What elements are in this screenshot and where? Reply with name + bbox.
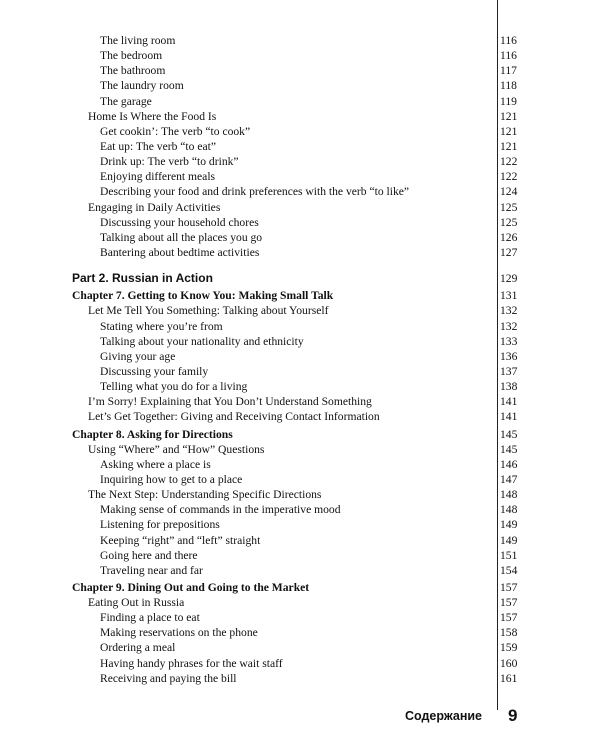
- toc-entry-page: 116: [500, 49, 517, 63]
- toc-entry-page: 149: [500, 533, 518, 547]
- footer-page-number: 9: [508, 706, 518, 725]
- toc-entry-title: The garage: [100, 94, 152, 108]
- toc-entry: [0, 442, 600, 457]
- toc-entry-title: Chapter 9. Dining Out and Going to the Market: [72, 580, 310, 594]
- toc-entry-title: Giving your age: [100, 349, 176, 363]
- toc-entry-title: The bathroom: [100, 64, 166, 78]
- toc-entry-title: Inquiring how to get to a place: [100, 472, 243, 486]
- toc-entry: [0, 394, 600, 409]
- toc-entry-title: Discussing your family: [100, 364, 209, 378]
- toc-entry-title: Describing your food and drink preferences with the verb “to like”: [100, 185, 410, 199]
- toc-entry: [0, 548, 600, 563]
- toc-entry-page: 154: [500, 563, 518, 577]
- toc-entry-title: Discussing your household chores: [100, 215, 259, 229]
- toc-entry-page: 122: [500, 155, 518, 169]
- toc-entry-page: 145: [500, 427, 518, 441]
- toc-entry-title: Get cookin’: The verb “to cook”: [100, 124, 251, 138]
- toc-entry-title: Listening for prepositions: [100, 518, 220, 532]
- toc-entry: [0, 124, 600, 139]
- toc-entry-page: 148: [500, 488, 518, 502]
- toc-entry-title: The Next Step: Understanding Specific Directions: [88, 488, 322, 502]
- toc-entry: [0, 139, 600, 154]
- toc-entry-page: 125: [500, 215, 518, 229]
- toc-entry: [0, 625, 600, 640]
- page-footer: [0, 706, 600, 730]
- toc-entry-page: 132: [500, 304, 518, 318]
- toc-entry: [0, 457, 600, 472]
- toc-entry: [0, 379, 600, 394]
- toc-entry: [0, 502, 600, 517]
- toc-entry-title: Let Me Tell You Something: Talking about Yourself: [88, 304, 329, 318]
- toc-entry-title: Enjoying different meals: [100, 170, 216, 184]
- toc-entry-title: The laundry room: [100, 79, 184, 93]
- toc-entry-page: 141: [500, 410, 518, 424]
- toc-entry-title: Going here and there: [100, 548, 198, 562]
- toc-entry-page: 157: [500, 611, 518, 625]
- toc-entry: [0, 48, 600, 63]
- toc-entry-page: 119: [500, 94, 517, 108]
- toc-entry-title: Ordering a meal: [100, 641, 176, 655]
- toc-entry-title: Telling what you do for a living: [100, 380, 248, 394]
- toc-entry-page: 129: [500, 272, 518, 286]
- toc-entry-page: 159: [500, 641, 518, 655]
- toc-entry: [0, 200, 600, 215]
- toc-entry-page: 158: [500, 626, 518, 640]
- toc-entry-page: 127: [500, 245, 518, 259]
- toc-entry-page: 138: [500, 380, 518, 394]
- toc-entry: [0, 230, 600, 245]
- toc-entry-page: 160: [500, 656, 518, 670]
- toc-entry-page: 148: [500, 503, 518, 517]
- toc-entry-title: Finding a place to eat: [100, 611, 200, 625]
- toc-entry-title: Chapter 7. Getting to Know You: Making Small Talk: [72, 289, 334, 303]
- toc-entry-page: 151: [500, 548, 518, 562]
- toc-entry: [0, 409, 600, 424]
- toc-entry: [0, 656, 600, 671]
- toc-entry: [0, 94, 600, 109]
- toc-entry-page: 149: [500, 518, 518, 532]
- toc-entry-title: Traveling near and far: [100, 563, 203, 577]
- toc-entry-title: Asking where a place is: [100, 457, 211, 471]
- toc-entry: [0, 427, 600, 442]
- toc-entry-page: 147: [500, 472, 518, 486]
- toc-entry-page: 121: [500, 109, 518, 123]
- toc-entry: [0, 303, 600, 318]
- toc-entry-title: Keeping “right” and “left” straight: [100, 533, 261, 547]
- toc-entry: [0, 288, 600, 303]
- toc-entry-page: 157: [500, 596, 518, 610]
- toc-entry: [0, 671, 600, 686]
- toc-entry-page: 118: [500, 79, 517, 93]
- toc-entry-title: Home Is Where the Food Is: [88, 109, 217, 123]
- toc-entry-title: Talking about all the places you go: [100, 230, 263, 244]
- toc-entry-title: The living room: [100, 34, 176, 47]
- toc-entry: [0, 245, 600, 260]
- toc-entry: [0, 78, 600, 93]
- toc-entry: [0, 533, 600, 548]
- footer-section-label: Содержание: [405, 709, 483, 723]
- toc-entry: [0, 517, 600, 532]
- toc-entry: [0, 33, 600, 48]
- toc-entry-title: Making reservations on the phone: [100, 626, 258, 640]
- toc-entry-page: 117: [500, 64, 517, 78]
- toc-entry-page: 131: [500, 289, 518, 303]
- toc-entry-page: 161: [500, 671, 518, 685]
- toc-entry-page: 125: [500, 200, 518, 214]
- toc-entry: [0, 63, 600, 78]
- toc-entry: [0, 154, 600, 169]
- toc-entry-page: 122: [500, 170, 518, 184]
- toc-entry: [0, 487, 600, 502]
- toc-entry-title: Chapter 8. Asking for Directions: [72, 427, 233, 441]
- toc-entry-page: 136: [500, 349, 518, 363]
- toc-entry-title: The bedroom: [100, 49, 163, 63]
- toc-entry-title: Using “Where” and “How” Questions: [88, 442, 265, 456]
- toc-entry-page: 145: [500, 442, 518, 456]
- toc-entry: [0, 610, 600, 625]
- toc-entry-title: Receiving and paying the bill: [100, 671, 237, 685]
- toc-entry-title: Stating where you’re from: [100, 319, 223, 333]
- toc-entry: [0, 271, 600, 286]
- toc-entry: [0, 184, 600, 199]
- toc-entry-title: Part 2. Russian in Action: [72, 271, 213, 286]
- toc-entry: [0, 640, 600, 655]
- toc-entry-page: 157: [500, 580, 518, 594]
- toc-entry-title: Talking about your nationality and ethnicity: [100, 334, 304, 348]
- toc-entry-page: 137: [500, 364, 518, 378]
- toc-entry-page: 121: [500, 124, 518, 138]
- toc-entry-title: Making sense of commands in the imperative mood: [100, 503, 341, 517]
- toc-entry-title: Let’s Get Together: Giving and Receiving Contact Information: [88, 410, 380, 424]
- toc-entry-page: 124: [500, 185, 518, 199]
- toc-entry-page: 146: [500, 457, 518, 471]
- toc-entry: [0, 169, 600, 184]
- toc-entry-title: Eating Out in Russia: [88, 596, 185, 610]
- toc-entry: [0, 364, 600, 379]
- toc-entry: [0, 349, 600, 364]
- table-of-contents: [0, 33, 600, 686]
- toc-entry: [0, 580, 600, 595]
- toc-entry: [0, 334, 600, 349]
- toc-entry-page: 116: [500, 34, 517, 47]
- toc-entry: [0, 215, 600, 230]
- toc-entry-title: Drink up: The verb “to drink”: [100, 155, 239, 169]
- toc-entry-title: Engaging in Daily Activities: [88, 200, 221, 214]
- toc-entry: [0, 563, 600, 578]
- toc-entry-page: 132: [500, 319, 518, 333]
- toc-entry-page: 126: [500, 230, 518, 244]
- toc-entry-title: Having handy phrases for the wait staff: [100, 656, 283, 670]
- toc-entry-page: 121: [500, 139, 518, 153]
- toc-entry: [0, 319, 600, 334]
- toc-entry: [0, 595, 600, 610]
- toc-entry-page: 141: [500, 395, 518, 409]
- toc-entry-title: I’m Sorry! Explaining that You Don’t Understand Something: [88, 395, 372, 409]
- toc-entry: [0, 472, 600, 487]
- toc-entry: [0, 109, 600, 124]
- toc-entry-title: Eat up: The verb “to eat”: [100, 139, 216, 153]
- toc-entry-title: Bantering about bedtime activities: [100, 245, 260, 259]
- toc-entry-page: 133: [500, 334, 518, 348]
